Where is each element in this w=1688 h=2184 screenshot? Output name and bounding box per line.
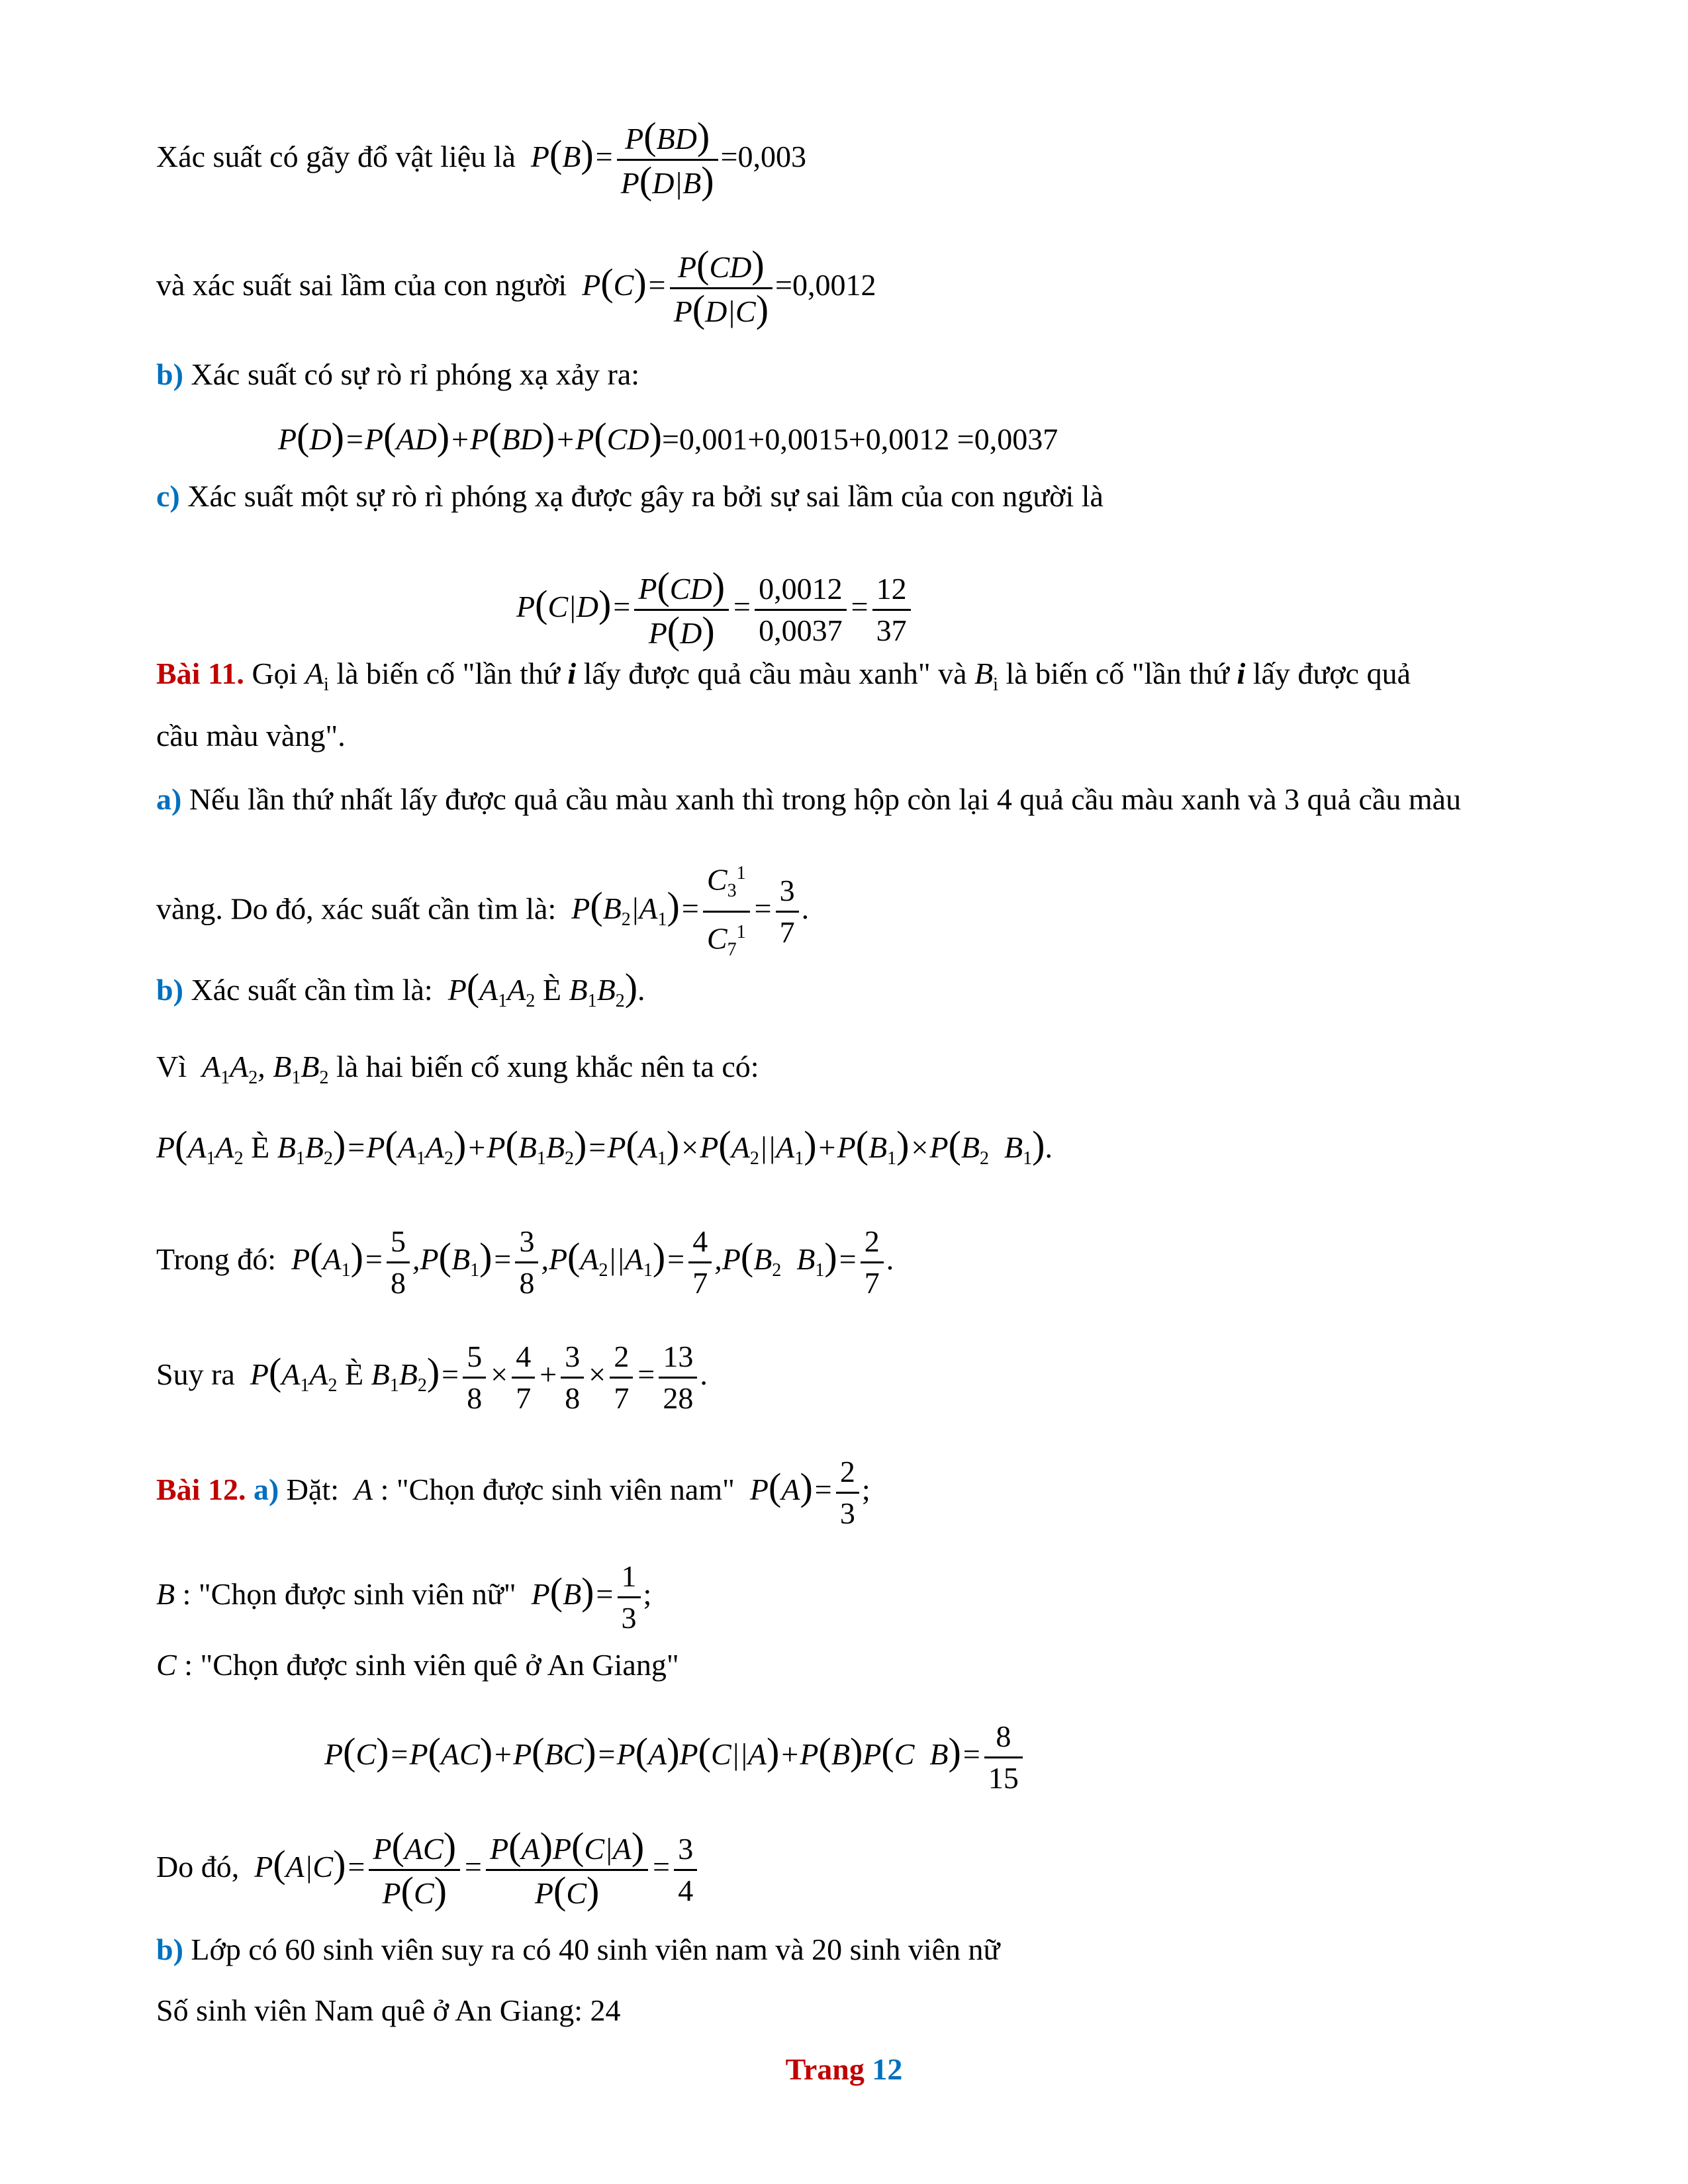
- math-equation: P(C)=P(AC)+P(BC)=P(A)P(C||A)+P(B)P(C B)= $\frac{8}{15}$: [324, 1717, 1025, 1798]
- math-formula: $P(A_1A_2$ È $B_1B_2)=$ $\frac{5}{8}$ × $\frac{4}{7}$ + $\frac{3}{8}$ × $\frac{2}{7}$ = $\frac{13}{28}$ .: [242, 1357, 708, 1391]
- text-span: Vì: [156, 1050, 187, 1083]
- part-label: a): [156, 782, 182, 816]
- text-span: Xác suất cần tìm là:: [183, 973, 433, 1007]
- text-span: Xác suất một sự rò rì phóng xạ được gây ra bởi sự sai lầm của con người là: [179, 479, 1103, 513]
- text-line: [156, 478, 1103, 515]
- footer-label: Trang: [785, 2052, 865, 2086]
- math-formula: P(C)= $\frac{P(CD)}{P(D|C)}$ =0,0012: [574, 243, 876, 330]
- text-span: : "Chọn được sinh viên quê ở An Giang": [176, 1648, 679, 1682]
- text-span: là hai biến cố xung khắc nên ta có:: [328, 1050, 759, 1083]
- text-line: [156, 356, 639, 393]
- text-span: Nếu lần thứ nhất lấy được quả cầu màu xanh thì trong hộp còn lại 4 quả cầu màu xanh và 3 quả cầu màu: [181, 782, 1462, 816]
- text-line: [156, 966, 645, 1020]
- text-line: [156, 245, 876, 332]
- text-line: B : "Chọn được sinh viên nữ" P(B)= $\frac{1}{3}$ ;: [156, 1557, 651, 1638]
- text-span: Lớp có 60 sinh viên suy ra có 40 sinh viên nam và 20 sinh viên nữ: [183, 1933, 1000, 1966]
- math-formula: P(A)= $\frac{2}{3}$ ;: [742, 1473, 870, 1506]
- text-span: Xác suất có sự rò rỉ phóng xạ xảy ra:: [183, 357, 640, 391]
- text-line: Bài 11. Gọi $A_i$ là biến cố "lần thứ i lấy được quả cầu màu xanh" và $B_i$ là biến cố "lần thứ i lấy được quả: [156, 657, 1411, 695]
- text-line: Số sinh viên Nam quê ở An Giang: 24: [156, 1993, 621, 2027]
- part-label: c): [156, 479, 180, 513]
- text-span: Xác suất có gãy đổ vật liệu là: [156, 140, 516, 174]
- text-line: [156, 1337, 708, 1418]
- part-label: b): [156, 973, 183, 1007]
- exercise-title: Bài 12.: [156, 1473, 246, 1507]
- text-line: [156, 781, 1461, 818]
- math-formula: $P(A_1A_2$ È $B_1B_2$).: [440, 966, 645, 1011]
- math-formula: $A_1A_2$, $B_1B_2$: [194, 1050, 329, 1088]
- text-line: [156, 1827, 700, 1913]
- math-formula: P(B)= $\frac{1}{3}$ ;: [524, 1577, 651, 1611]
- text-span: Gọi: [244, 657, 305, 690]
- part-label: a): [246, 1473, 279, 1507]
- math-formula: P(A|C)= $\frac{P(AC)}{P(C)}$ = $\frac{P(A)P(C|A)}{P(C)}$ = $\frac{3}{4}$: [247, 1850, 700, 1884]
- text-line: [156, 1931, 1000, 1968]
- text-span: : "Chọn được sinh viên nữ": [175, 1577, 516, 1612]
- math-equation: P(C|D)= $\frac{P(CD)}{P(D)}$ = $\frac{0,0012}{0,0037}$ = $\frac{12}{37}$: [516, 567, 914, 653]
- text-span: Đặt:: [279, 1473, 339, 1507]
- page-footer: [0, 2052, 1688, 2087]
- text-line: C : "Chọn được sinh viên quê ở An Giang": [156, 1648, 679, 1682]
- text-line: [156, 854, 809, 970]
- text-span: và xác suất sai lầm của con người: [156, 268, 567, 302]
- text-span: vàng. Do đó, xác suất cần tìm là:: [156, 891, 557, 926]
- text-span: Trong đó:: [156, 1242, 277, 1277]
- text-line: [156, 116, 806, 203]
- math-equation: P(D)=P(AD)+P(BD)+P(CD)=0,001+0,0015+0,0012 =0,0037: [278, 415, 1058, 458]
- page-number: 12: [872, 2052, 903, 2086]
- text-span: Do đó,: [156, 1850, 240, 1884]
- text-span: là biến cố "lần thứ: [328, 657, 568, 690]
- text-span: Suy ra: [156, 1357, 235, 1392]
- text-line: Bài 12. a) Đặt: A : "Chọn được sinh viên nam" P(A)= $\frac{2}{3}$ ;: [156, 1452, 870, 1533]
- part-label: b): [156, 357, 183, 391]
- math-formula: $P(B_2|A_1)=$ $\frac{C_3^1}{C_7^1}$ = $\frac{3}{7}$ .: [564, 891, 809, 925]
- text-line: cầu màu vàng".: [156, 719, 346, 752]
- math-formula: $P(A_1)=$ $\frac{5}{8}$ $,P(B_1)=$ $\frac{3}{8}$ $,P(A_2||A_1)=$ $\frac{4}{7}$ $,P(B_2$ $B_1)=$ $\frac{2}{7}$ .: [284, 1242, 894, 1276]
- text-span: lấy được quả cầu màu xanh" và: [576, 657, 975, 690]
- exercise-title: Bài 11.: [156, 657, 244, 690]
- math-formula: P(B)= $\frac{P(BD)}{P(D|B)}$ =0,003: [523, 114, 806, 202]
- text-span: là biến cố "lần thứ: [998, 657, 1237, 690]
- text-line: [156, 1048, 759, 1097]
- text-span: : "Chọn được sinh viên nam": [373, 1473, 735, 1507]
- text-span: lấy được quả: [1245, 657, 1411, 690]
- text-line: [156, 1222, 894, 1303]
- part-label: b): [156, 1933, 183, 1966]
- math-equation: $P(A_1A_2$ È $B_1B_2)=P(A_1A_2)+P(B_1B_2)=P(A_1)\times P(A_2||A_1)+P(B_1)\times P(B_2$ $B_1$).: [156, 1123, 1053, 1169]
